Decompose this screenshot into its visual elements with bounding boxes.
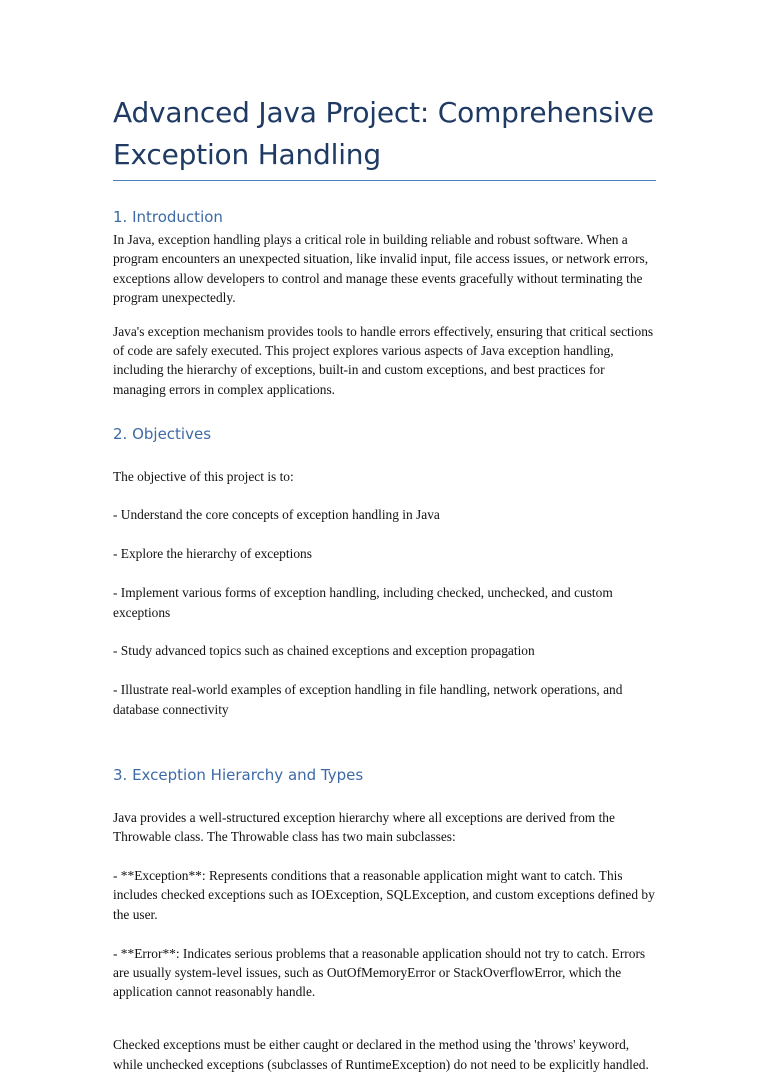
introduction-paragraph-1: In Java, exception handling plays a critical role in building reliable and robust software. When a program encounters an unexpected situation, like invalid input, file access issues, or network errors, exceptions allow developers to control and manage these events gracefully without terminating the program unexpectedly. <box>113 232 649 306</box>
hierarchy-paragraph-1 <box>113 788 656 1021</box>
objective-item: - Understand the core concepts of exception handling in Java <box>113 507 440 523</box>
hierarchy-heading: 3. Exception Hierarchy and Types <box>113 766 364 785</box>
hierarchy-intro: Java provides a well-structured exception hierarchy where all exceptions are derived from the Throwable class. The Throwable class has two main subclasses: <box>113 809 615 845</box>
objective-item: - Illustrate real-world examples of exception handling in file handling, network operations, and database connectivity <box>113 682 623 717</box>
hierarchy-exception-item: - **Exception**: Represents conditions that a reasonable application might want to catch. This includes checked exceptions such as IOException, SQLException, and custom exceptions defined by the user. <box>113 867 655 922</box>
document-page <box>113 92 656 1074</box>
section-hierarchy <box>113 764 656 1074</box>
section-introduction <box>113 206 656 399</box>
objectives-heading: 2. Objectives <box>113 425 212 444</box>
objectives-list <box>113 447 656 738</box>
title-line-2: Exception Handling <box>113 138 381 171</box>
hierarchy-error-item: - **Error**: Indicates serious problems that a reasonable application should not try to catch. Errors are usually system-level issues, such as OutOfMemoryError or StackOverflowError, which the application cannot reasonably handle. <box>113 945 646 1000</box>
objective-item: - Implement various forms of exception handling, including checked, unchecked, and custom exceptions <box>113 585 613 620</box>
document-title <box>113 92 656 181</box>
introduction-paragraph-2: Java's exception mechanism provides tools to handle errors effectively, ensuring that critical sections of code are safely executed. This project explores various aspects of Java exception handling, including the hierarchy of exceptions, built-in and custom exceptions, and best practices for managing errors in complex applications. <box>113 323 654 397</box>
hierarchy-paragraph-2: Checked exceptions must be either caught or declared in the method using the 'throws' keyword, while unchecked exceptions (subclasses of RuntimeException) do not need to be explicitly handled. <box>113 1037 649 1072</box>
objective-item: - Study advanced topics such as chained exceptions and exception propagation <box>113 643 535 659</box>
section-objectives <box>113 423 656 738</box>
introduction-heading: 1. Introduction <box>113 208 223 226</box>
objectives-intro: The objective of this project is to: <box>113 468 294 484</box>
title-line-1: Advanced Java Project: Comprehensive <box>113 96 654 129</box>
objective-item: - Explore the hierarchy of exceptions <box>113 546 312 562</box>
